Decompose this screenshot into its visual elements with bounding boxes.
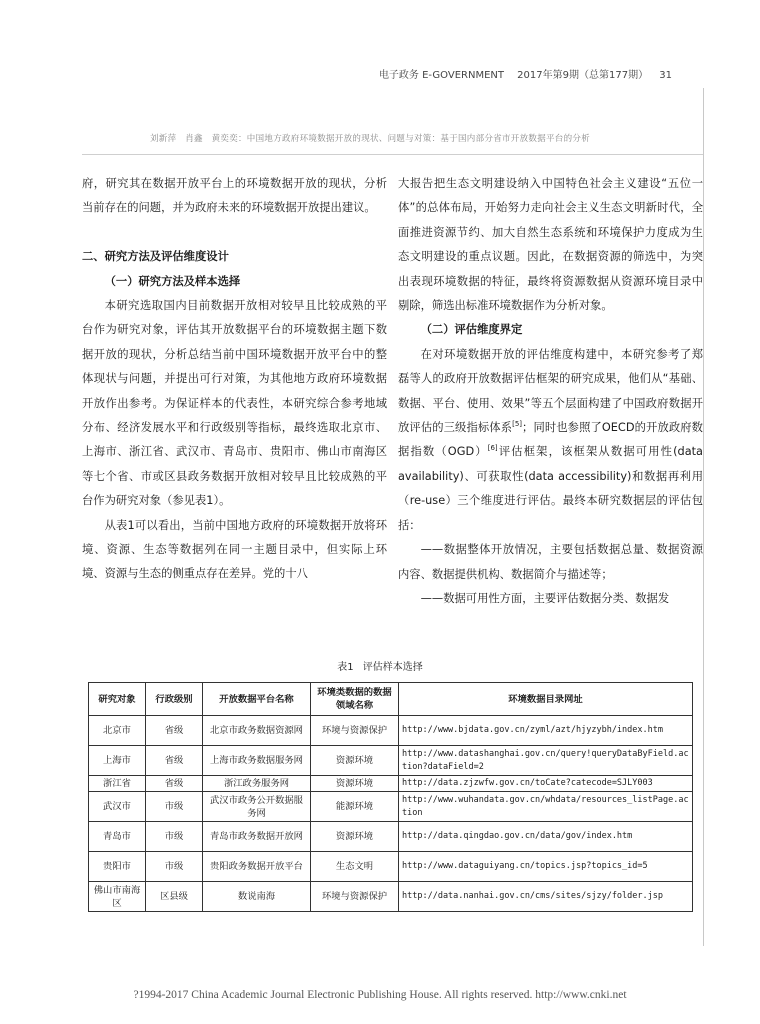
table-cell: 能源环境 bbox=[311, 792, 399, 822]
right-column bbox=[398, 172, 703, 611]
issue-info: 2017年第9期（总第177期） bbox=[517, 70, 649, 81]
url-cell[interactable]: http://www.bjdata.gov.cn/zyml/azt/hjyzybh/index.htm bbox=[399, 716, 693, 746]
citation[interactable]: [6] bbox=[487, 444, 498, 453]
table-row bbox=[89, 792, 693, 822]
table-cell: 省级 bbox=[146, 746, 203, 776]
paragraph-text: 在对环境数据开放的评估维度构建中，本研究参考了郑磊等人的政府开放数据评估框架的研究成果，他们从“基础、数据、平台、使用、效果”等五个层面构建了中国政府数据开放评估的三级指标体系 bbox=[398, 347, 703, 435]
paragraph: 从表1可以看出，当前中国地方政府的环境数据开放将环境、资源、生态等数据列在同一主题目录中，但实际上环境、资源与生态的侧重点存在差异。党的十八 bbox=[82, 518, 387, 581]
table-cell: 上海市政务数据服务网 bbox=[203, 746, 311, 776]
header-divider bbox=[82, 154, 703, 155]
paragraph-text: 评估框架，该框架从数据可用性(data availability)、可获取性(data accessibility)和数据再利用（re-use）三个维度进行评估。最终本研究数据层的评估包括： bbox=[398, 445, 703, 532]
table-cell: 市级 bbox=[146, 822, 203, 852]
table-cell: 青岛市政务数据开放网 bbox=[203, 822, 311, 852]
table-row bbox=[89, 852, 693, 882]
table-cell: 省级 bbox=[146, 716, 203, 746]
table-cell: 青岛市 bbox=[89, 822, 146, 852]
sample-table bbox=[88, 682, 693, 912]
table-cell: 武汉市 bbox=[89, 792, 146, 822]
table-row bbox=[89, 882, 693, 912]
table-row bbox=[89, 746, 693, 776]
table-cell: 浙江省 bbox=[89, 776, 146, 792]
url-cell[interactable]: http://data.qingdao.gov.cn/data/gov/index.htm bbox=[399, 822, 693, 852]
paragraph: ——数据可用性方面，主要评估数据分类、数据发 bbox=[420, 591, 670, 605]
url-cell[interactable]: http://data.zjzwfw.gov.cn/toCate?catecode=SJLY003 bbox=[399, 776, 693, 792]
table-cell: 资源环境 bbox=[311, 776, 399, 792]
margin-rule bbox=[703, 88, 704, 946]
header-cell: 开放数据平台名称 bbox=[203, 683, 311, 716]
table-cell: 佛山市南海区 bbox=[89, 882, 146, 912]
paragraph: 府，研究其在数据开放平台上的环境数据开放的现状，分析当前存在的问题，并为政府未来的环境数据开放提出建议。 bbox=[82, 177, 387, 215]
table-cell: 市级 bbox=[146, 792, 203, 822]
url-cell[interactable]: http://data.nanhai.gov.cn/cms/sites/sjzy/folder.jsp bbox=[399, 882, 693, 912]
table-cell: 生态文明 bbox=[311, 852, 399, 882]
table-cell: 资源环境 bbox=[311, 746, 399, 776]
table-row bbox=[89, 822, 693, 852]
header-cell: 环境数据目录网址 bbox=[399, 683, 693, 716]
journal-name: 电子政务 E-GOVERNMENT bbox=[378, 70, 504, 81]
citation[interactable]: [5] bbox=[512, 420, 523, 429]
table-cell: 市级 bbox=[146, 852, 203, 882]
table-header-row bbox=[89, 683, 693, 716]
paragraph: ——数据整体开放情况，主要包括数据总量、数据资源内容、数据提供机构、数据简介与描述等； bbox=[398, 543, 703, 581]
subsection-heading: （二）评估维度界定 bbox=[420, 323, 523, 337]
url-cell[interactable]: http://www.dataguiyang.cn/topics.jsp?topics_id=5 bbox=[399, 852, 693, 882]
table-cell: 省级 bbox=[146, 776, 203, 792]
table-title: 评估样本选择 bbox=[362, 662, 423, 673]
table-cell: 区县级 bbox=[146, 882, 203, 912]
table-cell: 环境与资源保护 bbox=[311, 882, 399, 912]
table-row bbox=[89, 716, 693, 746]
section-heading: 二、研究方法及评估维度设计 bbox=[82, 250, 229, 264]
left-column bbox=[82, 172, 387, 587]
header-cell: 行政级别 bbox=[146, 683, 203, 716]
table-cell: 武汉市政务公开数据服务网 bbox=[203, 792, 311, 822]
spacer bbox=[82, 221, 387, 245]
url-cell[interactable]: http://www.wuhandata.gov.cn/whdata/resources_listPage.action bbox=[399, 792, 693, 822]
table-cell: 数说南海 bbox=[203, 882, 311, 912]
copyright-footer: ?1994-2017 China Academic Journal Electronic Publishing House. All rights reserved. http://www.cnki.net bbox=[133, 989, 627, 1001]
table-cell: 北京市政务数据资源网 bbox=[203, 716, 311, 746]
table-cell: 贵阳市 bbox=[89, 852, 146, 882]
header-cell: 研究对象 bbox=[89, 683, 146, 716]
paragraph-text: ；同时也参照了OECD的开放政府数据指数（OGD） bbox=[398, 421, 703, 459]
table-cell: 北京市 bbox=[89, 716, 146, 746]
table-row bbox=[89, 776, 693, 792]
table-body bbox=[89, 716, 693, 912]
table-cell: 环境与资源保护 bbox=[311, 716, 399, 746]
table-cell: 资源环境 bbox=[311, 822, 399, 852]
subsection-heading: （一）研究方法及样本选择 bbox=[104, 274, 241, 288]
page-number: 31 bbox=[659, 70, 672, 81]
url-cell[interactable]: http://www.datashanghai.gov.cn/query!queryDataByField.action?dataField=2 bbox=[399, 746, 693, 776]
paragraph bbox=[398, 343, 703, 538]
header-cell: 环境类数据的数据领域名称 bbox=[311, 683, 399, 716]
running-title: 刘新萍 肖鑫 黄奕奕：中国地方政府环境数据开放的现状、问题与对策：基于国内部分省市开放数据平台的分析 bbox=[150, 134, 591, 144]
table-cell: 浙江政务服务网 bbox=[203, 776, 311, 792]
running-header bbox=[369, 66, 672, 81]
table-caption bbox=[0, 658, 760, 673]
paragraph: 本研究选取国内目前数据开放相对较早且比较成熟的平台作为研究对象，评估其开放数据平台的环境数据主题下数据开放的现状，分析总结当前中国环境数据开放平台中的整体现状与问题，并提出可行对策，为其他地方政府环境数据开放作出参考。为保证样本的代表性，本研究综合参考地域分布、经济发展水平和行政级别等指标，最终选取北京市、上海市、浙江省、武汉市、青岛市、贵阳市、佛山市南海区等七个省、市或区县政务数据开放相对较早且比较成熟的平台作为研究对象（参见表1）。 bbox=[82, 299, 387, 508]
table-cell: 上海市 bbox=[89, 746, 146, 776]
table-label: 表1 bbox=[337, 662, 354, 673]
table-cell: 贵阳政务数据开放平台 bbox=[203, 852, 311, 882]
paragraph: 大报告把生态文明建设纳入中国特色社会主义建设“五位一体”的总体布局，开始努力走向社会主义生态文明新时代，全面推进资源节约、加大自然生态系统和环境保护力度成为生态文明建设的重点议题。因此，在数据资源的筛选中，为突出表现环境数据的特征，最终将资源数据从资源环境目录中剔除，筛选出标准环境数据作为分析对象。 bbox=[398, 177, 703, 313]
